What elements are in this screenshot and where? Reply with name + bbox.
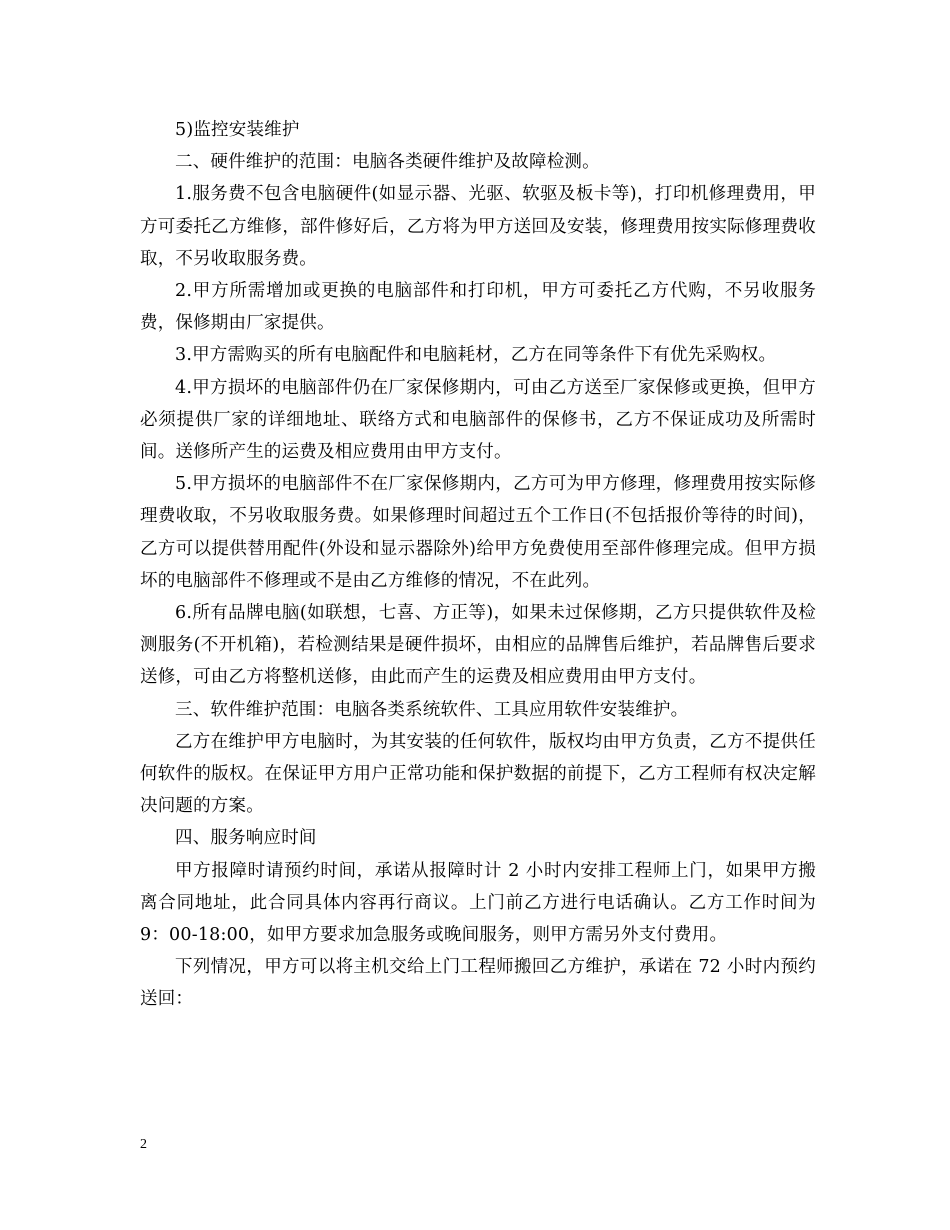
paragraph-hardware-5: 5.甲方损坏的电脑部件不在厂家保修期内，乙方可为甲方修理，修理费用按实际修理费收取，不另收取服务费。如果修理时间超过五个工作日(不包括报价等待的时间)，乙方可以提供替用配件(外设和显示器除外)给甲方免费使用至部件修理完成。但甲方损坏的电脑部件不修理或不是由乙方维修的情况，不在此列。 bbox=[140, 474, 816, 591]
paragraph-hardware-3: 3.甲方需购买的所有电脑配件和电脑耗材，乙方在同等条件下有优先采购权。 bbox=[175, 345, 777, 366]
paragraph-hardware-6: 6.所有品牌电脑(如联想，七喜、方正等)，如果未过保修期，乙方只提供软件及检测服务(不开机箱)，若检测结果是硬件损坏，由相应的品牌售后维护，若品牌售后要求送修，可由乙方将整机送修，由此而产生的运费及相应费用由甲方支付。 bbox=[140, 603, 816, 688]
section-heading-response-time: 四、服务响应时间 bbox=[175, 828, 317, 849]
paragraph-response-time: 甲方报障时请预约时间，承诺从报障时计 2 小时内安排工程师上门，如果甲方搬离合同地址，此合同具体内容再行商议。上门前乙方进行电话确认。乙方工作时间为 9：00-18:00，如甲方要求加急服务或晚间服务，则甲方需另外支付费用。 bbox=[140, 860, 816, 946]
list-item-monitoring-install: 5)监控安装维护 bbox=[175, 120, 300, 140]
paragraph-hardware-2: 2.甲方所需增加或更换的电脑部件和打印机，甲方可委托乙方代购，不另收服务费，保修期由厂家提供。 bbox=[140, 281, 816, 334]
document-body bbox=[140, 114, 816, 1016]
section-heading-software: 三、软件维护范围：电脑各类系统软件、工具应用软件安装维护。 bbox=[175, 699, 689, 720]
section-heading-hardware: 二、硬件维护的范围：电脑各类硬件维护及故障检测。 bbox=[175, 152, 600, 173]
page-number: 2 bbox=[140, 1137, 147, 1152]
paragraph-software: 乙方在维护甲方电脑时，为其安装的任何软件，版权均由甲方负责，乙方不提供任何软件的版权。在保证甲方用户正常功能和保护数据的前提下，乙方工程师有权决定解决问题的方案。 bbox=[140, 731, 816, 817]
paragraph-hardware-4: 4.甲方损坏的电脑部件仍在厂家保修期内，可由乙方送至厂家保修或更换，但甲方必须提供厂家的详细地址、联络方式和电脑部件的保修书，乙方不保证成功及所需时间。送修所产生的运费及相应费用由甲方支付。 bbox=[140, 377, 816, 463]
paragraph-hardware-1: 1.服务费不包含电脑硬件(如显示器、光驱、软驱及板卡等)，打印机修理费用，甲方可委托乙方维修，部件修好后，乙方将为甲方送回及安装，修理费用按实际修理费收取，不另收取服务费。 bbox=[140, 184, 816, 269]
paragraph-pickup-service: 下列情况，甲方可以将主机交给上门工程师搬回乙方维护，承诺在 72 小时内预约送回： bbox=[140, 957, 816, 1010]
